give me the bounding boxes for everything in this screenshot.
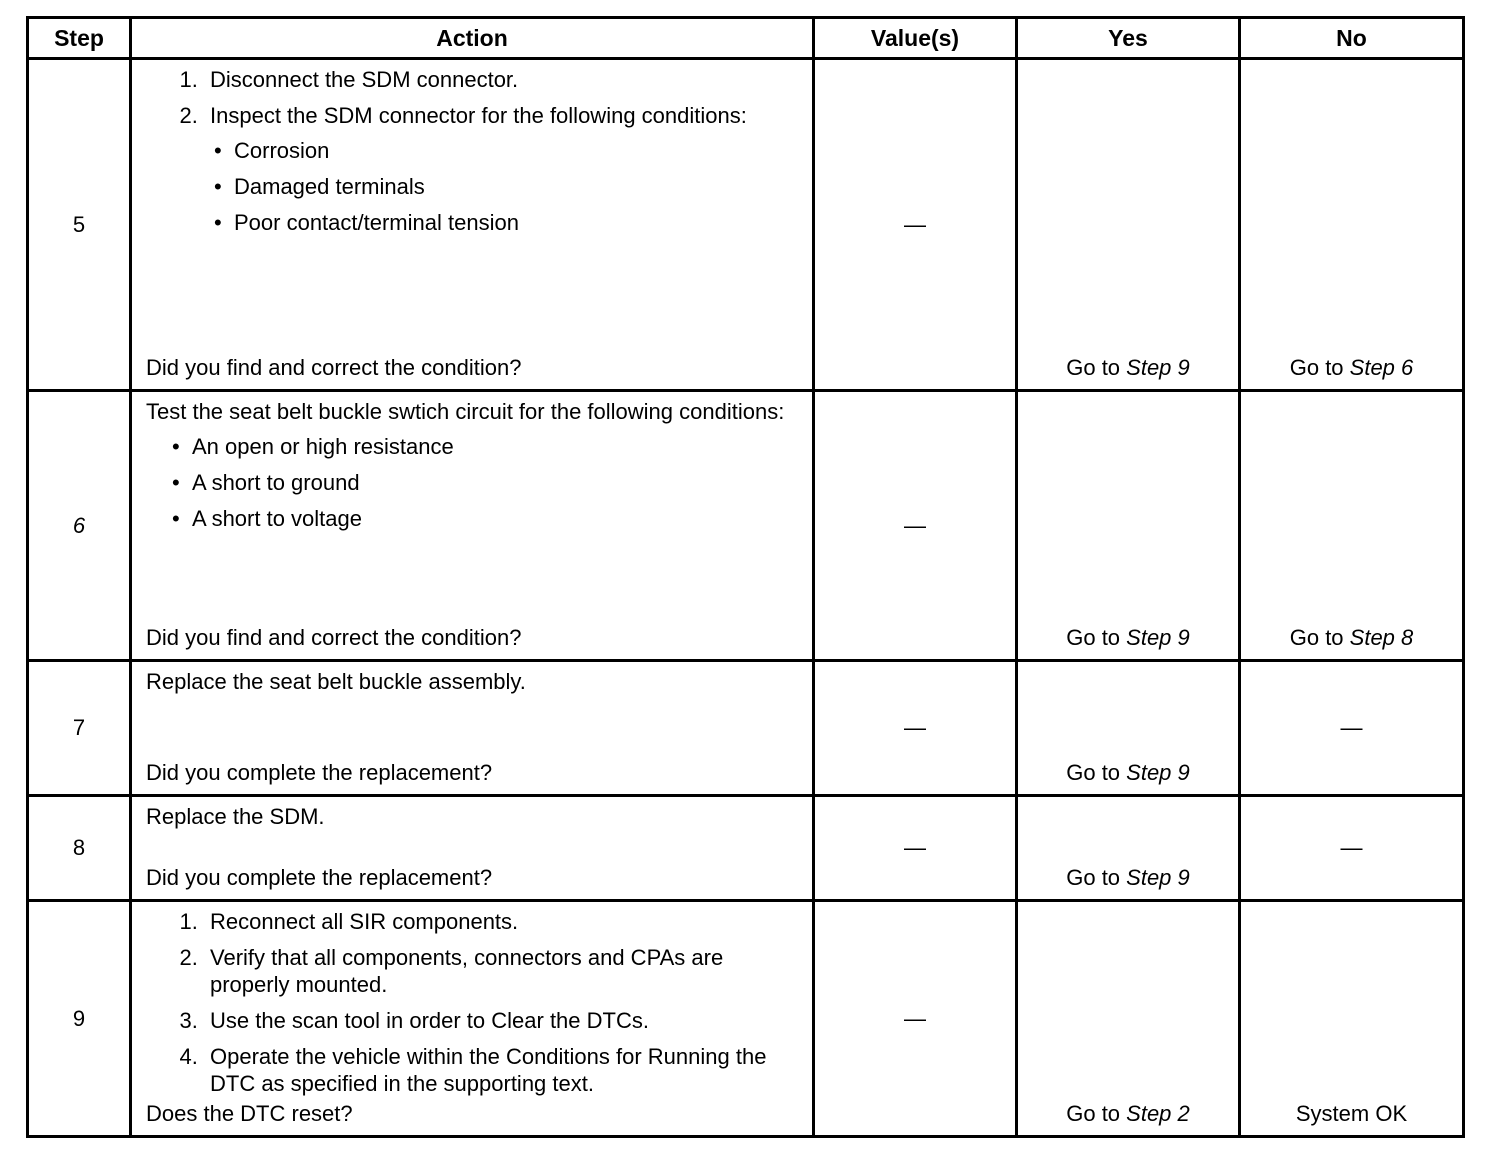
header-values: Value(s) <box>814 18 1017 59</box>
step-link[interactable]: Step 2 <box>1126 1101 1190 1126</box>
yes-prefix: Go to <box>1066 625 1127 650</box>
value-cell: — <box>814 901 1017 1137</box>
value-cell: — <box>814 391 1017 661</box>
bullet-item: • A short to ground <box>172 469 802 496</box>
value-cell: — <box>814 661 1017 796</box>
yes-cell <box>1017 901 1240 1137</box>
yes-prefix: Go to <box>1066 760 1127 785</box>
action-intro: Test the seat belt buckle swtich circuit for the following conditions: <box>146 399 785 424</box>
yes-prefix: Go to <box>1066 1101 1127 1126</box>
table-row <box>28 391 1464 661</box>
yes-cell <box>1017 59 1240 391</box>
bullet-item: • Corrosion <box>214 137 802 164</box>
table-row <box>28 661 1464 796</box>
header-action: Action <box>131 18 814 59</box>
step-number: 9 <box>28 901 131 1137</box>
step-link[interactable]: Step 6 <box>1349 355 1414 380</box>
step-number: 6 <box>28 391 131 661</box>
question: Did you find and correct the condition? <box>146 355 522 380</box>
yes-cell <box>1017 796 1240 901</box>
step-number: 5 <box>28 59 131 391</box>
list-item: 2. Inspect the SDM connector for the following conditions: • Corrosion • Damaged terminals • Poor contact/terminal tension <box>204 102 802 236</box>
header-no: No <box>1240 18 1464 59</box>
no-prefix: Go to <box>1289 625 1350 650</box>
action-cell <box>131 796 814 901</box>
step-number: 8 <box>28 796 131 901</box>
action-cell <box>131 661 814 796</box>
action-cell <box>131 391 814 661</box>
value-cell: — <box>814 796 1017 901</box>
header-yes: Yes <box>1017 18 1240 59</box>
bullet-item: • An open or high resistance <box>172 433 802 460</box>
yes-cell <box>1017 391 1240 661</box>
question: Did you complete the replacement? <box>146 865 493 890</box>
list-item: 1. Disconnect the SDM connector. <box>204 66 802 93</box>
step-link[interactable]: Step 9 <box>1126 355 1190 380</box>
table-row <box>28 901 1464 1137</box>
list-item: 3. Use the scan tool in order to Clear the DTCs. <box>204 1007 802 1034</box>
header-row <box>28 18 1464 59</box>
result-text: System OK <box>1295 1101 1408 1126</box>
step-number: 7 <box>28 661 131 796</box>
table-row <box>28 796 1464 901</box>
no-cell <box>1240 901 1464 1137</box>
diagnostic-table <box>26 16 1465 1138</box>
no-cell <box>1240 59 1464 391</box>
bullet-item: • Damaged terminals <box>214 173 802 200</box>
no-cell: — <box>1240 661 1464 796</box>
value-cell: — <box>814 59 1017 391</box>
yes-prefix: Go to <box>1066 865 1127 890</box>
no-cell: — <box>1240 796 1464 901</box>
bullet-item: • A short to voltage <box>172 505 802 532</box>
step-link[interactable]: Step 9 <box>1126 865 1190 890</box>
list-item: 2. Verify that all components, connectors and CPAs are properly mounted. <box>204 944 802 998</box>
list-item: 4. Operate the vehicle within the Conditions for Running the DTC as specified in the supporting text. <box>204 1043 802 1097</box>
table-row <box>28 59 1464 391</box>
action-intro: Replace the seat belt buckle assembly. <box>146 669 526 694</box>
yes-prefix: Go to <box>1066 355 1127 380</box>
action-cell <box>131 59 814 391</box>
yes-cell <box>1017 661 1240 796</box>
no-prefix: Go to <box>1289 355 1350 380</box>
step-link[interactable]: Step 9 <box>1126 625 1190 650</box>
step-link[interactable]: Step 8 <box>1349 625 1414 650</box>
step-link[interactable]: Step 9 <box>1126 760 1190 785</box>
action-intro: Replace the SDM. <box>146 804 325 829</box>
action-cell <box>131 901 814 1137</box>
header-step: Step <box>28 18 131 59</box>
question: Did you find and correct the condition? <box>146 625 522 650</box>
question: Did you complete the replacement? <box>146 760 493 785</box>
no-cell <box>1240 391 1464 661</box>
list-item: 1. Reconnect all SIR components. <box>204 908 802 935</box>
question: Does the DTC reset? <box>146 1101 353 1126</box>
bullet-item: • Poor contact/terminal tension <box>214 209 802 236</box>
